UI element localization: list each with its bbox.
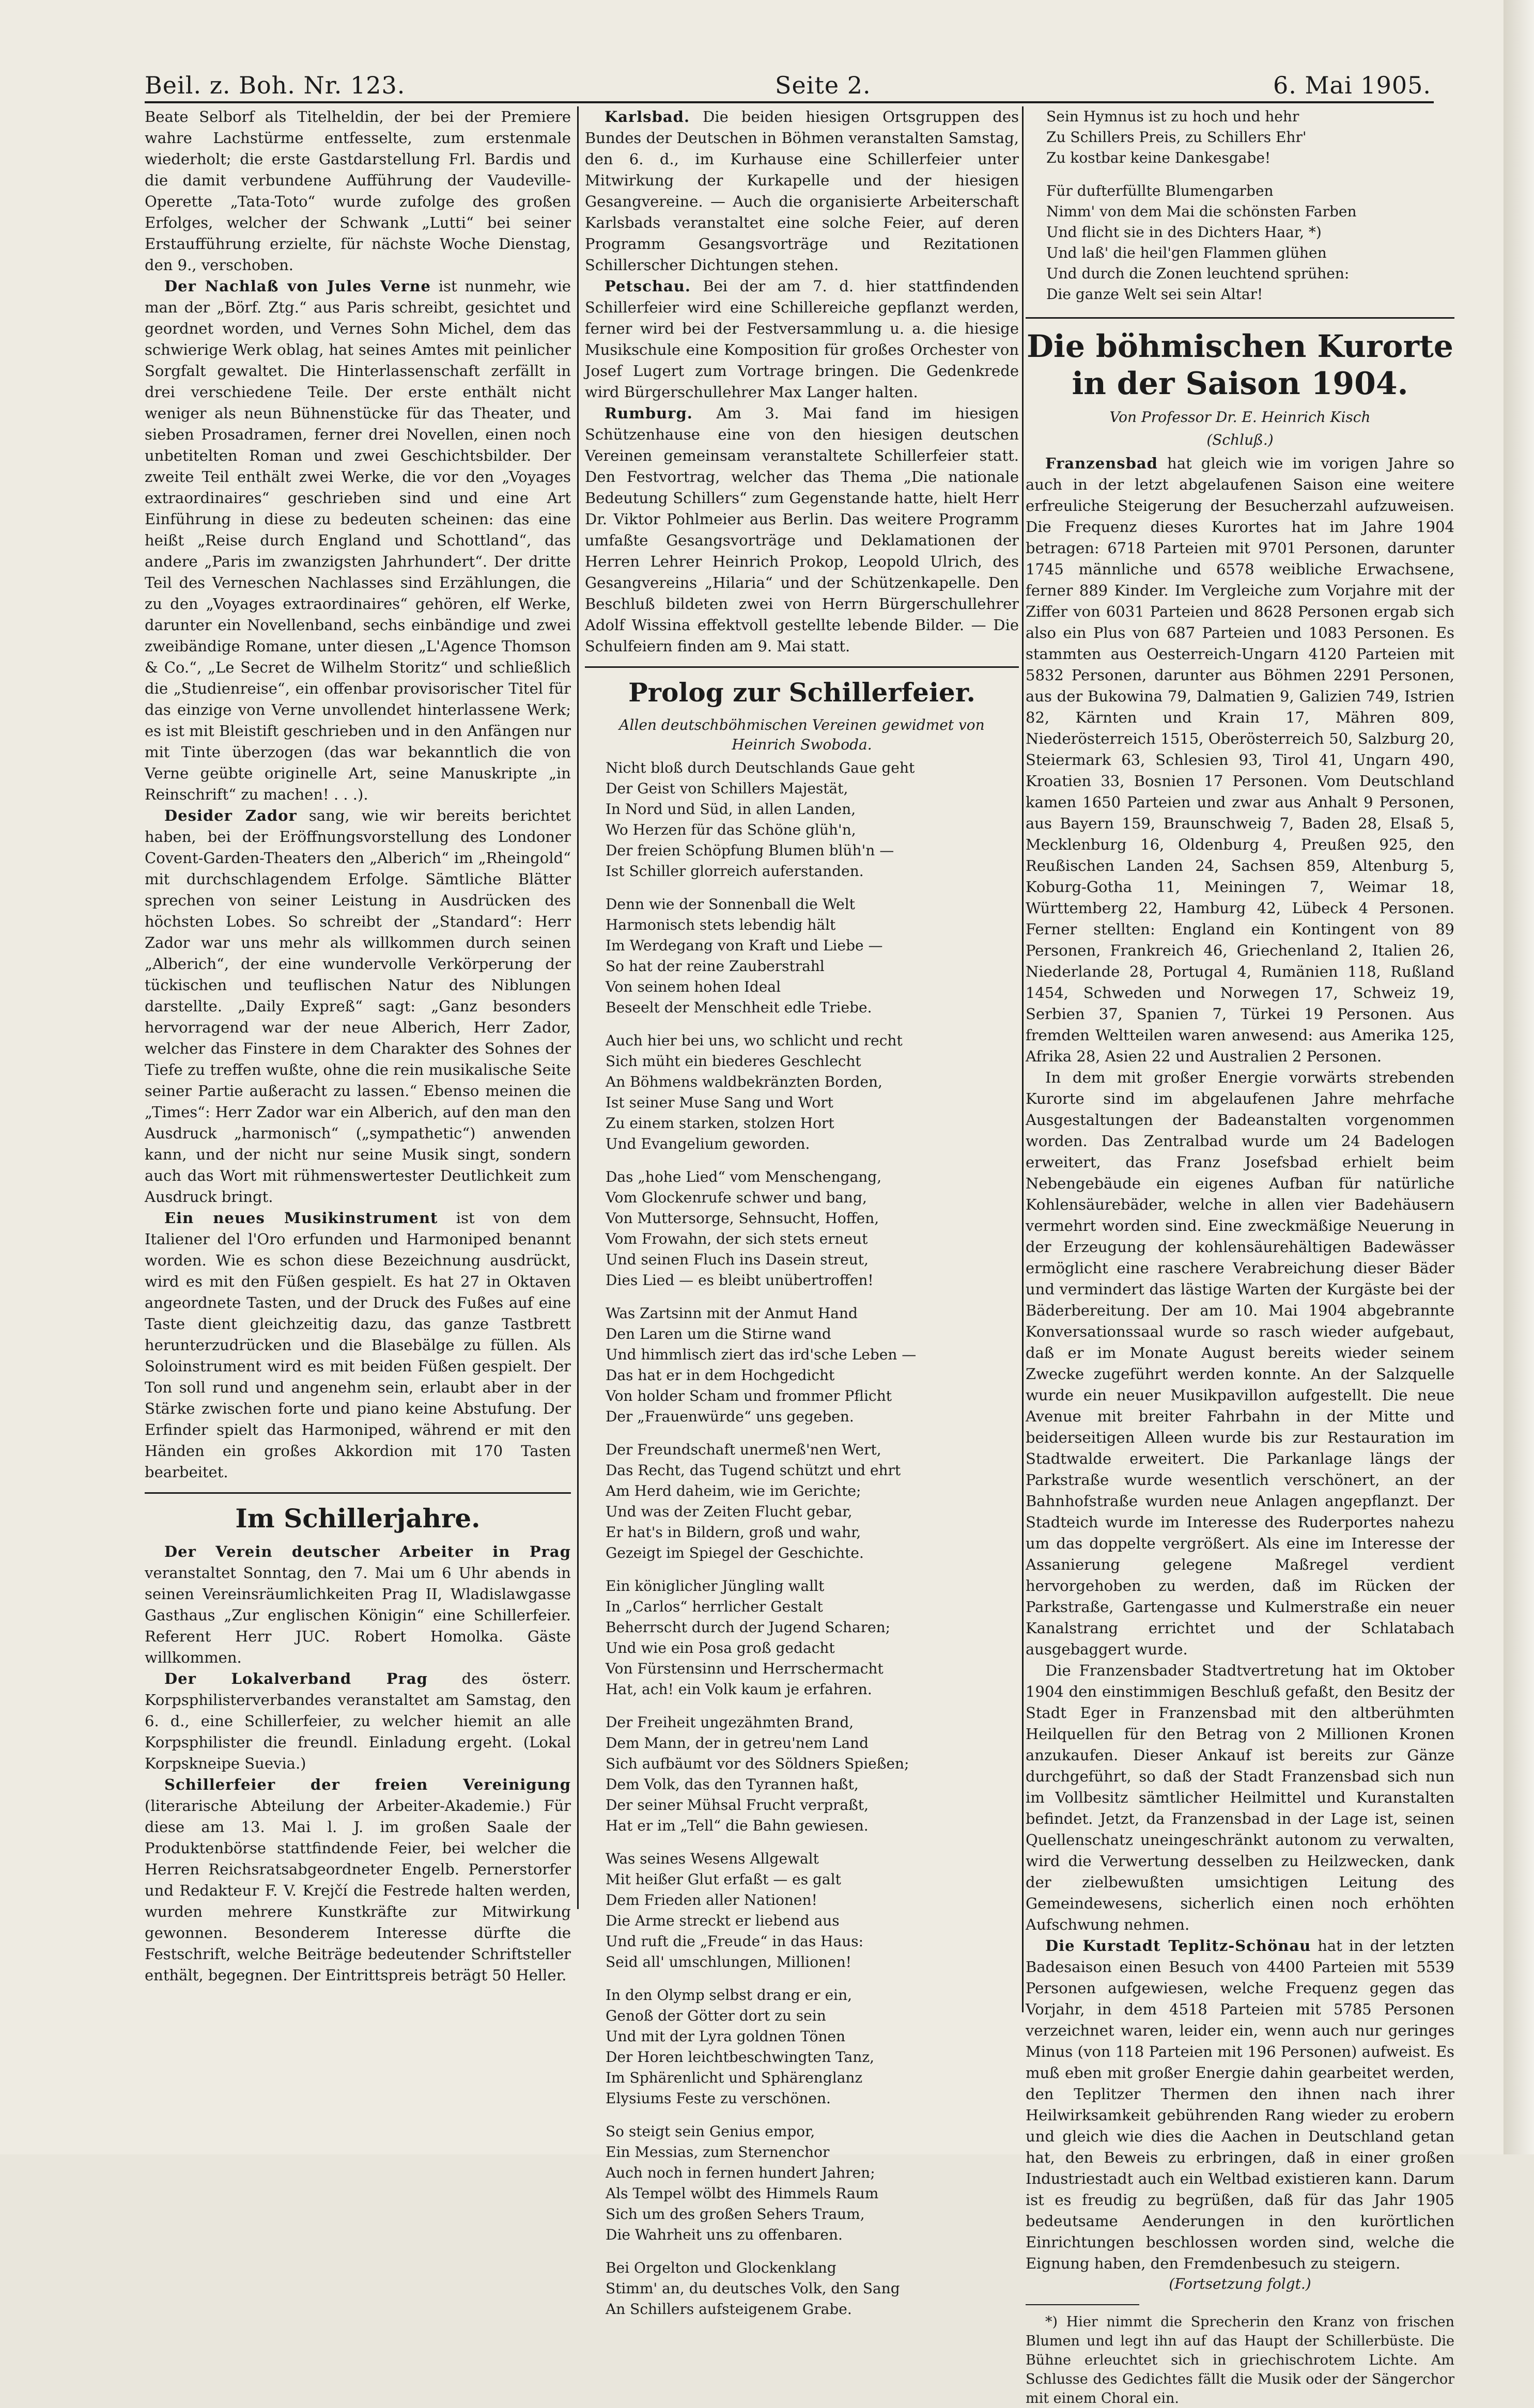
poem-line: Die Wahrheit uns zu offenbaren. bbox=[606, 2226, 843, 2243]
poem-stanza bbox=[1026, 106, 1454, 168]
poem-stanza bbox=[585, 1712, 1019, 1836]
instrument-headline: Ein neues Musikinstrument bbox=[164, 1209, 438, 1227]
poem-line: Zu einem starken, stolzen Hort bbox=[606, 1115, 834, 1132]
header-rule bbox=[145, 101, 1434, 103]
poem-line: Vom Glockenrufe schwer und bang, bbox=[606, 1189, 867, 1206]
poem-line: Und ruft die „Freude“ in das Haus: bbox=[606, 1933, 864, 1950]
poem-line: Sich müht ein biederes Geschlecht bbox=[606, 1053, 861, 1070]
poem-line: Dem Volk, das den Tyrannen haßt, bbox=[606, 1776, 859, 1793]
header-issue: Beil. z. Boh. Nr. 123. bbox=[145, 71, 406, 99]
poem-line: Mit heißer Glut erfaßt — es galt bbox=[606, 1871, 841, 1888]
poem-line: Ist Schiller glorreich auferstanden. bbox=[606, 863, 864, 880]
rumburg-headline: Rumburg. bbox=[605, 404, 693, 422]
poem-line: Wo Herzen für das Schöne glüh'n, bbox=[606, 821, 856, 838]
continuation-note: (Fortsetzung folgt.) bbox=[1169, 2275, 1311, 2292]
poem-line: Und flicht sie in des Dichters Haar, *) bbox=[1046, 224, 1322, 241]
poem-stanza bbox=[585, 758, 1019, 882]
poem-line: So steigt sein Genius empor, bbox=[606, 2123, 815, 2140]
poem-stanza bbox=[1026, 181, 1454, 305]
poem-stanza bbox=[585, 1303, 1019, 1427]
arbeiterverein-body: veranstaltet Sonntag, den 7. Mai um 6 Uhr abends in seinen Vereinsräumlichkeiten Prag II, Wladislawgasse Gasthaus „Zur englischen Königin“ eine Schillerfeier. Referent Herr JUC. Robert Homolka. Gäste willkommen. bbox=[145, 1564, 571, 1666]
rumburg-body: Am 3. Mai fand im hiesigen Schützenhause eine von den hiesigen deutschen Vereinen gemeinsam veranstaltete Schillerfeier statt. Den Festvortrag, welcher das Thema „Die nationale Bedeutung Schillers“ zum Gegenstande hatte, hielt Herr Dr. Viktor Pohlmeier aus Berlin. Das weitere Programm umfaßte Gesangsvorträge und Deklamationen der Herren Lehrer Heinrich Prokop, Leopold Ulrich, des Gesangvereins „Hilaria“ und der Schützenkapelle. Den Beschluß bildeten zwei von Herrn Bürgerschullehrer Adolf Wissina effektvoll gestellte lebende Bilder. — Die Schulfeiern finden am 9. Mai statt. bbox=[585, 404, 1019, 655]
poem-line: Hat, ach! ein Volk kaum je erfahren. bbox=[606, 1681, 872, 1698]
section-rule bbox=[145, 1492, 571, 1494]
zador-body: sang, wie wir bereits berichtet haben, bei der Eröffnungsvorstellung des Londoner Covent-Garden-Theaters den „Alberich“ im „Rheingold“ mit durchschlagendem Erfolge. Sämtliche Blätter sprechen von seiner Leistung in Ausdrücken des höchsten Lobes. So schreibt der „Standard“: Herr Zador war uns mehr als willkommen durch seinen „Alberich“, der eine wundervolle Verkörperung der tückischen und teuflischen Natur des Niblungen darstellte. „Daily Expreß“ sagt: „Ganz besonders hervorragend war der neue Alberich, Herr Zador, welcher das Finstere in dem Charakter des Sohnes der Tiefe zu treffen wußte, ohne die rein musikalische Seite seiner Partie außeracht zu lassen.“ Ebenso meinen die „Times“: Herr Zador war ein Alberich, auf den man den Ausdruck „harmonisch“ („sympathetic“) anwenden kann, und der nicht nur seine Musik singt, sondern auch das Wort mit rühmenswertester Deutlichkeit zum Ausdruck bringt. bbox=[145, 807, 571, 1206]
verne-headline: Der Nachlaß von Jules Verne bbox=[164, 277, 431, 295]
poem-line: Dem Frieden aller Nationen! bbox=[606, 1891, 817, 1909]
page-edge bbox=[1504, 0, 1534, 2154]
item-arbeiterverein bbox=[145, 1541, 571, 1668]
poem-line: Ist seiner Muse Sang und Wort bbox=[606, 1094, 833, 1111]
poem-line: Hat er im „Tell“ die Bahn gewiesen. bbox=[606, 1817, 869, 1834]
poem-line: Zu Schillers Preis, zu Schillers Ehr' bbox=[1046, 129, 1307, 146]
prolog-poem-continued bbox=[1026, 106, 1454, 305]
poem-line: Ein königlicher Jüngling wallt bbox=[606, 1577, 825, 1594]
schiller-section-title: Im Schillerjahre. bbox=[235, 1503, 481, 1534]
poem-line: An Böhmens waldbekränzten Borden, bbox=[606, 1073, 882, 1090]
poem-line: Sich aufbäumt vor des Söldners Spießen; bbox=[606, 1755, 909, 1772]
paragraph-franzensbad-purchase: Die Franzensbader Stadtvertretung hat im Oktober 1904 den einstimmigen Beschluß gefaßt, den Besitz der Stadt Eger in Franzensbad mit den altberühmten Heilquellen für den Betrag von 2 Millionen Kronen anzukaufen. Dieser Ankauf ist bereits zur Gänze durchgeführt, so daß der Stadt Franzensbad sich nun im Vollbesitz sämtlicher Heilmittel und Kuranstalten befindet. Jetzt, da Franzensbad in der Lage ist, seinen Quellenschatz uneingeschränkt autonom zu verwalten, wird die Verwertung desselben zu Heilzwecken, dank der zielbewußten umsichtigen Leitung des Gemeindewesens, sicherlich einen noch erhöhten Aufschwung nehmen. bbox=[1026, 1662, 1454, 1933]
column-3 bbox=[1026, 106, 1454, 2406]
franzensbad-frequency-body: hat gleich wie im vorigen Jahre so auch in der letzt abgelaufenen Saison eine weitere erfreuliche Steigerung der Besucherzahl aufzuweisen. Die Frequenz dieses Kurortes hat im Jahre 1904 betragen: 6718 Parteien mit 9701 Personen, darunter 1745 männliche und 6578 weibliche Erwachsene, ferner 889 Kinder. Im Vergleiche zum Vorjahre mit der Ziffer von 6031 Parteien und 8628 Personen ergab sich also ein Plus von 687 Parteien und 1083 Personen. Es stammten aus Oesterreich-Ungarn 4120 Parteien mit 5832 Personen, darunter aus Böhmen 2291 Personen, aus der Bukowina 79, Dalmatien 9, Galizien 749, Istrien 82, Kärnten und Krain 17, Mähren 809, Niederösterreich 1515, Oberösterreich 50, Salzburg 20, Steiermark 63, Schlesien 93, Tirol 41, Ungarn 490, Kroatien 33, Bosnien 17 Personen. Vom Deutschland kamen 1650 Parteien und zwar aus Anhalt 9 Personen, aus Bayern 159, Braunschweig 7, Baden 28, Elsaß 5, Mecklenburg 16, Oldenburg 4, Preußen 925, den Reußischen Landen 24, Sachsen 859, Altenburg 5, Koburg-Gotha 11, Meiningen 7, Weimar 18, Württemberg 22, Hamburg 42, Lübeck 4 Personen. Ferner stellten: England ein Kontingent von 89 Personen, Frankreich 46, Griechenland 2, Italien 26, Niederlande 28, Portugal 4, Rumänien 118, Rußland 1454, Schweden und Norwegen 17, Schweiz 19, Serbien 37, Spanien 7, Türkei 19 Personen. Aus fremden Weltteilen waren anwesend: aus Amerika 125, Afrika 28, Asien 22 und Australien 2 Personen. bbox=[1026, 455, 1454, 1065]
poem-line: Auch noch in fernen hundert Jahren; bbox=[606, 2164, 875, 2181]
poem-line: Bei Orgelton und Glockenklang bbox=[606, 2259, 836, 2276]
petschau-headline: Petschau. bbox=[605, 277, 691, 295]
poem-line: Beherrscht durch der Jugend Scharen; bbox=[606, 1619, 891, 1636]
poem-line: Im Werdegang von Kraft und Liebe — bbox=[606, 937, 883, 954]
poem-line: Der Freiheit ungezähmten Brand, bbox=[606, 1714, 854, 1731]
poem-line: Der freien Schöpfung Blumen blüh'n — bbox=[606, 842, 894, 859]
poem-line: Gezeigt im Spiegel der Geschichte. bbox=[606, 1544, 864, 1561]
poem-line: Und himmlisch ziert das ird'sche Leben — bbox=[606, 1346, 917, 1363]
poem-line: In „Carlos“ herrlicher Gestalt bbox=[606, 1598, 823, 1615]
poem-line: An Schillers aufsteigenem Grabe. bbox=[606, 2301, 852, 2318]
poem-stanza bbox=[585, 1030, 1019, 1154]
poem-line: Was seines Wesens Allgewalt bbox=[606, 1850, 819, 1867]
poem-line: So hat der reine Zauberstrahl bbox=[606, 958, 825, 975]
poem-line: Stimm' an, du deutsches Volk, den Sang bbox=[606, 2280, 900, 2297]
poem-stanza bbox=[585, 1849, 1019, 1973]
poem-line: Das Recht, das Tugend schützt und ehrt bbox=[606, 1462, 901, 1479]
poem-stanza bbox=[585, 1167, 1019, 1291]
poem-line: In Nord und Süd, in allen Landen, bbox=[606, 801, 856, 818]
poem-line: Am Herd daheim, wie im Gerichte; bbox=[606, 1482, 861, 1499]
page-header bbox=[145, 67, 1431, 103]
poem-line: Was Zartsinn mit der Anmut Hand bbox=[606, 1305, 858, 1322]
poem-line: Auch hier bei uns, wo schlicht und recht bbox=[606, 1032, 903, 1049]
poem-line: Nimm' von dem Mai die schönsten Farben bbox=[1046, 203, 1357, 220]
poem-line: Zu kostbar keine Dankesgabe! bbox=[1046, 149, 1271, 166]
karlsbad-headline: Karlsbad. bbox=[605, 108, 690, 126]
poem-line: Das hat er in dem Hochgedicht bbox=[606, 1367, 835, 1384]
poem-stanza bbox=[585, 1985, 1019, 2109]
verne-body: ist nunmehr, wie man der „Börf. Ztg.“ aus Paris schreibt, gesichtet und geordnet worden, und Vernes Sohn Michel, dem das schwierige Werk oblag, hat seines Amtes mit peinlicher Sorgfalt gewaltet. Die Hinterlassenschaft zerfällt in drei verschiedene Teile. Der erste enthält nicht weniger als neun Bühnenstücke für das Theater, und sieben Prosadramen, ferner drei Novellen, einen noch unbetitelten Roman und zwei Geschichtsbilder. Der zweite Teil enthält zwei Werke, die vor den „Voyages extraordinaires“ geschrieben sind und eine Art Einführung in diese zu bedeuten scheinen: das eine heißt „Reise durch England und Schottland“, das andere „Paris im zwanzigsten Jahrhundert“. Der dritte Teil des Verneschen Nachlasses sind Erzählungen, die zu den „Voyages extraordinaires“ gehören, elf Werke, darunter ein Novellenband, sechs einbändige und zwei zweibändige Romane, unter diesen „L'Agence Thomson & Co.“, „Le Secret de Wilhelm Storitz“ und schließlich die „Studienreise“, ein offenbar provisorischer Titel für das einzige von Verne unvollendet hinterlassene Werk; es ist mit Bleistift geschrieben und in den Anfängen nur mit Tinte überzogen (das war bekanntlich die von Verne geübte originelle Art, seine Manuskripte „in Reinschrift“ zu machen! . . .). bbox=[145, 277, 571, 803]
poem-line: Der Geist von Schillers Majestät, bbox=[606, 780, 848, 797]
item-lokalverband bbox=[145, 1668, 571, 1774]
poem-line: Sein Hymnus ist zu hoch und hehr bbox=[1046, 108, 1299, 125]
article-instrument bbox=[145, 1208, 571, 1483]
article-verne bbox=[145, 276, 571, 805]
poem-line: Von seinem hohen Ideal bbox=[606, 978, 781, 995]
poem-line: Und durch die Zonen leuchtend sprühen: bbox=[1046, 265, 1350, 282]
poem-line: Der „Frauenwürde“ uns gegeben. bbox=[606, 1408, 854, 1425]
prolog-dedication: Allen deutschböhmischen Vereinen gewidmet von Heinrich Swoboda. bbox=[619, 716, 985, 753]
poem-line: Als Tempel wölbt des Himmels Raum bbox=[606, 2185, 879, 2202]
item-freie-vereinigung bbox=[145, 1774, 571, 1986]
poem-line: Dem Mann, der in getreu'nem Land bbox=[606, 1734, 869, 1752]
column-2 bbox=[585, 106, 1019, 2318]
teplitz-body: hat in der letzten Badesaison einen Besuch von 4400 Parteien mit 5539 Personen aufgewiesen, welche Frequenz gegen das Vorjahr, in dem 4518 Parteien mit 5785 Personen verzeichnet waren, leider ein, wenn auch nur geringes Minus (von 118 Parteien mit 196 Personen) aufweist. Es muß eben mit großer Energie dahin gearbeitet werden, den Teplitzer Thermen den ihnen nach ihrer Heilwirksamkeit gebührenden Rang wieder zu erobern und gleich wie dies die Aachen in Deutschland getan hat, den Beweis zu erbringen, daß in einer großen Industriestadt auch ein Weltbad existieren kann. Darum ist es freudig zu begrüßen, daß für das Jahr 1905 bedeutsame Aenderungen in den kurörtlichen Einrichtungen beschlossen worden sind, welche die Eignung haben, den Fremdenbesuch zu steigern. bbox=[1026, 1937, 1454, 2272]
lokalverband-headline: Der Lokalverband Prag bbox=[164, 1670, 428, 1687]
item-petschau bbox=[585, 276, 1019, 403]
poem-line: Von Fürstensinn und Herrschermacht bbox=[606, 1660, 884, 1677]
column-rule-2 bbox=[1022, 106, 1024, 2012]
poem-line: Er hat's in Bildern, groß und wahr, bbox=[606, 1524, 861, 1541]
poem-line: Beseelt der Menschheit edle Triebe. bbox=[606, 999, 872, 1016]
poem-line: Dies Lied — es bleibt unübertroffen! bbox=[606, 1272, 874, 1289]
item-rumburg bbox=[585, 403, 1019, 657]
kurorte-part: (Schluß.) bbox=[1206, 431, 1274, 448]
poem-line: Und laß' die heil'gen Flammen glühen bbox=[1046, 244, 1327, 261]
poem-line: Denn wie der Sonnenball die Welt bbox=[606, 896, 855, 913]
poem-line: Nicht bloß durch Deutschlands Gaue geht bbox=[606, 759, 915, 776]
item-karlsbad bbox=[585, 106, 1019, 276]
teplitz-lead: Die Kurstadt Teplitz-Schönau bbox=[1045, 1937, 1311, 1954]
freie-vereinigung-body: (literarische Abteilung der Arbeiter-Akademie.) Für diese am 13. Mai l. J. im großen Saale der Produktenbörse stattfindende Feier, bei welcher die Herren Reichsratsabgeordneter Engelb. Pernerstorfer und Redakteur F. V. Krejčí die Festrede halten werden, wurden mehrere Kunstkräfte zur Mitwirkung gewonnen. Besonderem Interesse dürfte die Festschrift, welche Beiträge bedeutender Schriftsteller enthält, begegnen. Der Eintrittspreis beträgt 50 Heller. bbox=[145, 1797, 571, 1984]
theatre-note: Beate Selborf als Titelheldin, der bei der Premiere wahre Lachstürme entfesselte, zum erstenmale wiederholt; die erste Gastdarstellung Frl. Bardis und die damit verbundene Aufführung der Vaudeville-Operette „Tata-Toto“ wurde zufolge des großen Erfolges, welcher der Schwank „Lutti“ bei seiner Erstaufführung erzielte, für nächste Woche Dienstag, den 9., verschoben. bbox=[145, 108, 571, 274]
poem-stanza bbox=[585, 1576, 1019, 1700]
poem-line: Der Freundschaft unermeß'nen Wert, bbox=[606, 1441, 881, 1458]
paragraph-franzensbad-frequency bbox=[1026, 453, 1454, 1067]
poem-line: Und seinen Fluch ins Dasein streut, bbox=[606, 1251, 869, 1268]
poem-line: Im Sphärenlicht und Sphärenglanz bbox=[606, 2069, 863, 2086]
poem-line: In den Olymp selbst drang er ein, bbox=[606, 1987, 853, 2004]
petschau-body: Bei der am 7. d. hier stattfindenden Schillerfeier wird eine Schillereiche gepflanzt werden, ferner wird bei der Festversammlung u. a. die hiesige Musikschule eine Komposition für großes Orchester von Josef Lugert zum Vortrage bringen. Die Gedenkrede wird Bürgerschullehrer Max Langer halten. bbox=[585, 277, 1019, 401]
section-rule bbox=[585, 666, 1019, 668]
footnote: *) Hier nimmt die Sprecherin den Kranz von frischen Blumen und legt ihn auf das Haupt der Schillerbüste. Die Bühne erleuchtet sich in griechischrotem Lichte. Am Schlusse des Gedichtes fällt die Musik oder der Sängerchor mit einem Choral ein. bbox=[1026, 2314, 1454, 2406]
poem-line: Der seiner Mühsal Frucht verpraßt, bbox=[606, 1796, 869, 1813]
prolog-poem bbox=[585, 758, 1019, 2320]
poem-line: Den Laren um die Stirne wand bbox=[606, 1325, 831, 1342]
zador-headline: Desider Zador bbox=[164, 807, 297, 824]
poem-line: Ein Messias, zum Sternenchor bbox=[606, 2144, 830, 2161]
poem-line: Die ganze Welt sei sein Altar! bbox=[1046, 286, 1263, 303]
poem-stanza bbox=[585, 2258, 1019, 2320]
poem-line: Für dufterfüllte Blumengarben bbox=[1046, 182, 1274, 199]
poem-line: Die Arme streckt er liebend aus bbox=[606, 1912, 840, 1929]
poem-line: Harmonisch stets lebendig hält bbox=[606, 916, 836, 933]
poem-line: Von holder Scham und frommer Pflicht bbox=[606, 1387, 892, 1404]
kurorte-author: Von Professor Dr. E. Heinrich Kisch bbox=[1109, 409, 1371, 426]
poem-line: Von Muttersorge, Sehnsucht, Hoffen, bbox=[606, 1210, 879, 1227]
paragraph-franzensbad-improvements: In dem mit großer Energie vorwärts strebenden Kurorte sind im abgelaufenen Jahre mehrfache Ausgestaltungen der Badeanstalten vorgenommen worden. Das Zentralbad wurde um 24 Badelogen erweitert, das Franz Josefsbad erhielt beim Nebengebäude ein eigenes Aufban für natürliche Kohlensäurebäder, welche in allen vier Badehäusern vermehrt worden sind. Eine zweckmäßige Neuerung in der Erzeugung der kohlensäurehältigen Badewässer ermöglicht eine raschere Verabreichung dieser Bäder und vermindert das lästige Warten der Kurgäste bei der Bäderbereitung. Der am 10. Mai 1904 abgebrannte Konversationssaal wurde so rasch wieder aufgebaut, daß er im Monate August bereits wieder seinem Zwecke zugeführt werden konnte. An der Salzquelle wurde ein neuer Musikpavillon aufgestellt. Die neue Avenue mit breiter Fahrbahn in der Mitte und beiderseitigen Alleen wurde bis zur Restauration im Stadtwalde erweitert. Die Parkanlage längs der Parkstraße wurde wesentlich verschönert, an der Bahnhofstraße wurden neue Anlagen angepflanzt. Der Stadteich wurde im Interesse des Ruderportes nahezu um das doppelte vergrößert. Als eine im Interesse der Assanierung gelegene Maßregel verdient hervorgehoben zu werden, daß im Rücken der Parkstraße, Gartengasse und Kulmerstraße ein neuer Kanalstrang errichtet und der Schlatabach ausgebaggert wurde. bbox=[1026, 1069, 1454, 1658]
header-page-number: Seite 2. bbox=[775, 71, 871, 99]
poem-line: Sich um des großen Sehers Traum, bbox=[606, 2206, 865, 2223]
article-zador bbox=[145, 805, 571, 1208]
poem-line: Seid all' umschlungen, Millionen! bbox=[606, 1953, 851, 1971]
paragraph-teplitz bbox=[1026, 1935, 1454, 2274]
footnote-rule bbox=[1026, 2304, 1139, 2305]
poem-stanza bbox=[585, 2121, 1019, 2245]
arbeiterverein-headline: Der Verein deutscher Arbeiter in Prag bbox=[164, 1543, 571, 1560]
poem-line: Vom Frowahn, der sich stets erneut bbox=[606, 1230, 868, 1247]
poem-line: Das „hohe Lied“ vom Menschengang, bbox=[606, 1168, 882, 1185]
poem-line: Genoß der Götter dort zu sein bbox=[606, 2007, 826, 2024]
kurorte-title: Die böhmischen Kurorte in der Saison 1904. bbox=[1027, 329, 1453, 402]
prolog-title: Prolog zur Schillerfeier. bbox=[628, 677, 975, 708]
lokalverband-body: des österr. Korpsphilisterverbandes veranstaltet am Samstag, den 6. d., eine Schillerfeier, zu welcher hiemit an alle Korpsphilister die freundl. Einladung ergeht. (Lokal Korpskneipe Suevia.) bbox=[145, 1670, 571, 1772]
poem-line: Und Evangelium geworden. bbox=[606, 1135, 810, 1152]
poem-line: Und was der Zeiten Flucht gebar, bbox=[606, 1503, 853, 1520]
poem-line: Und mit der Lyra goldnen Tönen bbox=[606, 2028, 846, 2045]
freie-vereinigung-headline: Schillerfeier der freien Vereinigung bbox=[164, 1776, 571, 1793]
poem-stanza bbox=[585, 894, 1019, 1018]
column-rule-1 bbox=[577, 106, 579, 1909]
poem-line: Elysiums Feste zu verschönen. bbox=[606, 2090, 831, 2107]
instrument-body: ist von dem Italiener del l'Oro erfunden und Harmoniped benannt worden. Wie es schon diese Bezeichnung ausdrückt, wird es mit den Füßen gespielt. Es hat 27 in Oktaven angeordnete Tasten, und der Druck des Fußes auf eine Taste dient gleichzeitig dazu, das ganze Tastbrett herunterzudrücken und die Blasebälge zu füllen. Als Soloinstrument wird es mit beiden Füßen gespielt. Der Ton soll rund und angenehm sein, erlaubt aber in der Stärke zwischen forte und piano keine Abstufung. Der Erfinder spielt das Harmoniped, während er mit den Händen ein großes Akkordion mit 170 Tasten bearbeitet. bbox=[145, 1209, 571, 1481]
poem-line: Der Horen leichtbeschwingten Tanz, bbox=[606, 2049, 875, 2066]
poem-stanza bbox=[585, 1440, 1019, 1563]
column-1 bbox=[145, 106, 571, 2069]
karlsbad-body: Die beiden hiesigen Ortsgruppen des Bundes der Deutschen in Böhmen veranstalten Samstag, den 6. d., im Kurhause eine Schillerfeier unter Mitwirkung der Kurkapelle und der hiesigen Gesangvereine. — Auch die organisierte Arbeiterschaft Karlsbads veranstaltet eine solche Feier, auf deren Programm Gesangsvorträge und Rezitationen Schillerscher Dichtungen stehen. bbox=[585, 108, 1019, 274]
poem-line: Und wie ein Posa groß gedacht bbox=[606, 1639, 835, 1656]
section-rule bbox=[1026, 317, 1454, 319]
header-date: 6. Mai 1905. bbox=[1273, 71, 1431, 99]
franzensbad-lead: Franzensbad bbox=[1045, 455, 1158, 472]
